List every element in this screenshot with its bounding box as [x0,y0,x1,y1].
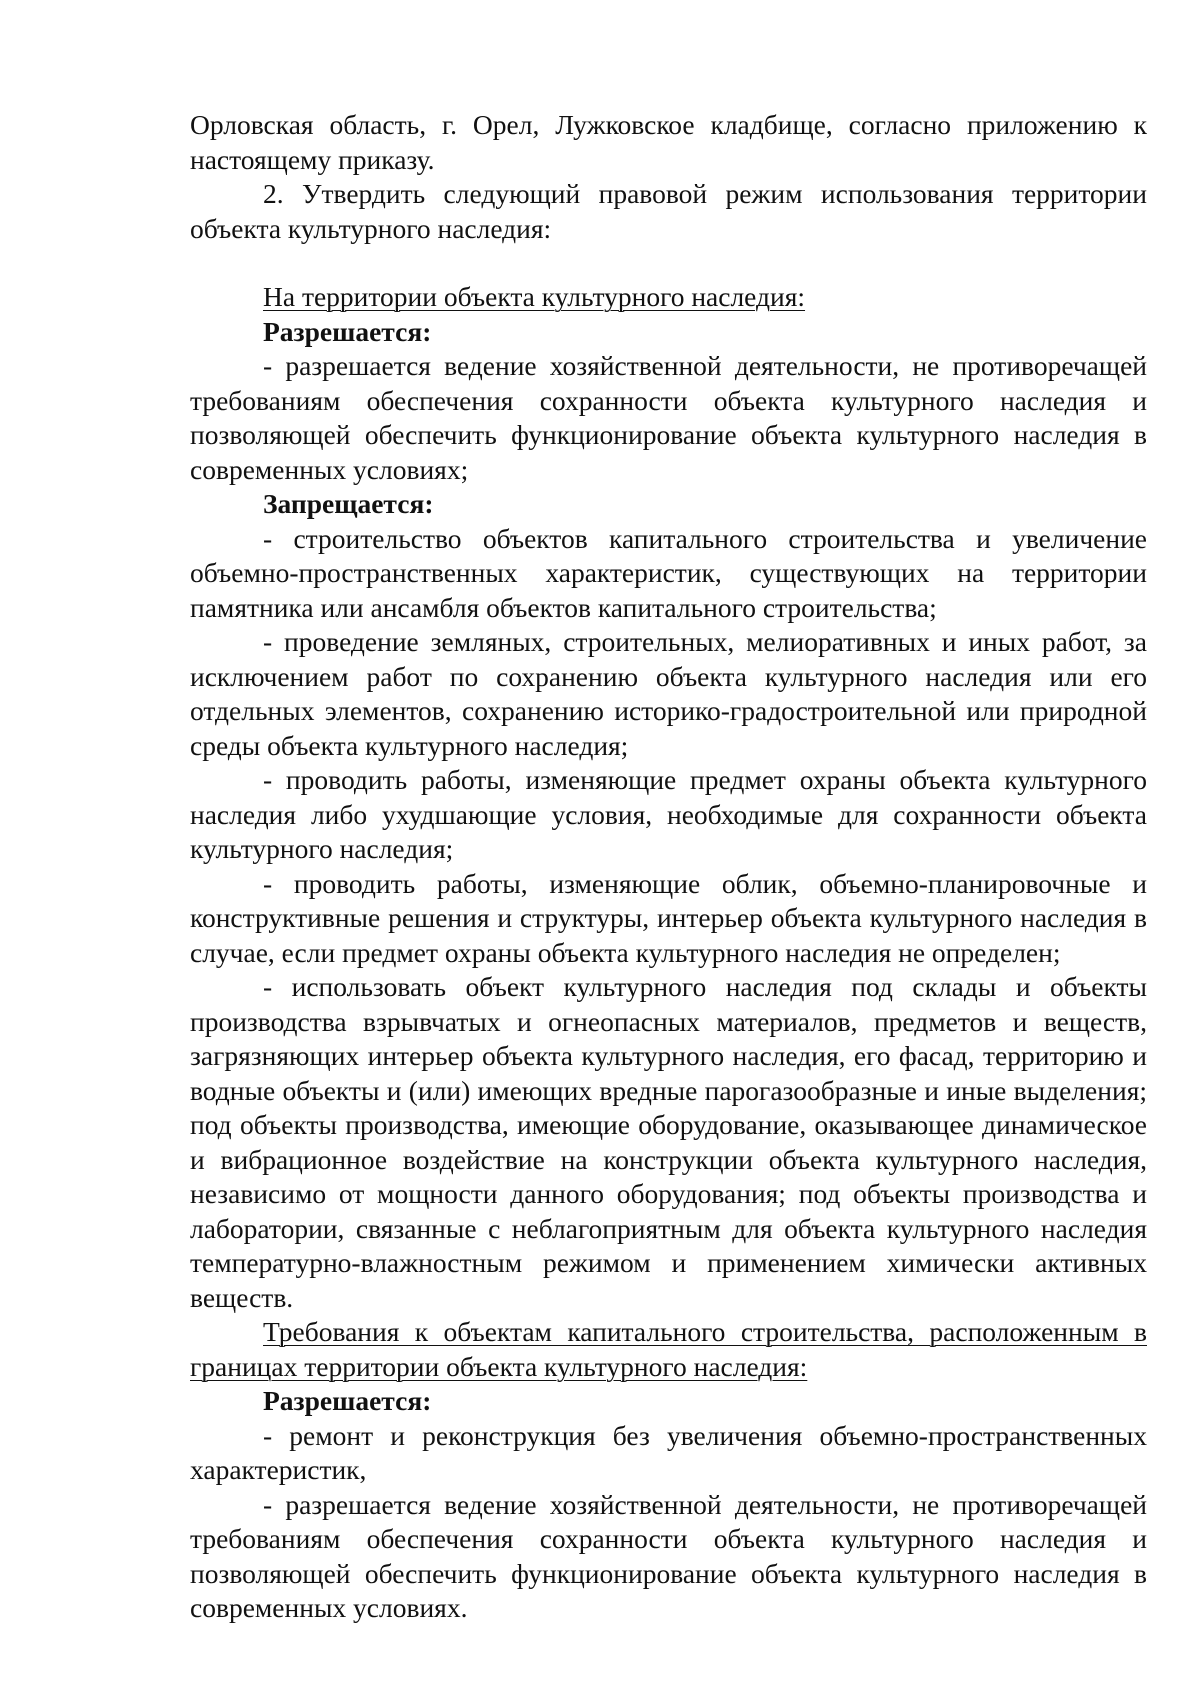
section-1-forbidden-label: Запрещается: [263,488,434,519]
section-2-heading-text: Требования к объектам капитального строительства, расположенным в границах территории объекта культурного наследия: [190,1316,1147,1382]
section-1-allowed-label: Разрешается: [263,315,432,347]
section-1-forbidden-item: - проводить работы, изменяющие облик, объемно-планировочные и конструктивные решения и структуры, интерьер объекта культурного наследия в случае, если предмет охраны объекта культурного наследия не определен; [190,867,1147,968]
section-1-forbidden-item: - использовать объект культурного наследия под склады и объекты производства взрывчатых и огнеопасных материалов, предметов и веществ, загрязняющих интерьер объекта культурного наследия, его фасад, территорию и водные объекты и (или) имеющих вредные парогазообразные и иные выделения; под объекты производства, имеющие оборудование, оказывающее динамическое и вибрационное воздействие на конструкции объекта культурного наследия, независимо от мощности данного оборудования; под объекты производства и лаборатории, связанные с неблагоприятным для объекта культурного наследия температурно-влажностным режимом и применением химически активных веществ. [190,971,1147,1313]
intro-continuation-paragraph: Орловская область, г. Орел, Лужковское кладбище, согласно приложению к настоящему приказу. [190,109,1147,175]
item-2-paragraph: 2. Утвердить следующий правовой режим использования территории объекта культурного наследия: [190,178,1147,244]
section-1-allowed-item: - разрешается ведение хозяйственной деятельности, не противоречащей требованиям обеспечения сохранности объекта культурного наследия и позволяющей обеспечить функционирование объекта культурного наследия в современных условиях; [190,350,1147,485]
section-1-heading [190,280,1147,315]
section-1-heading-text: На территории объекта культурного наследия: [263,281,806,312]
section-1-forbidden-item: - проводить работы, изменяющие предмет охраны объекта культурного наследия либо ухудшающие условия, необходимые для сохранности объекта культурного наследия; [190,764,1147,864]
section-2-allowed-item: - ремонт и реконструкция без увеличения объемно-пространственных характеристик, [190,1419,1147,1485]
section-1-forbidden-item: - строительство объектов капитального строительства и увеличение объемно-пространственных характеристик, существующих на территории памятника или ансамбля объектов капитального строительства; [190,522,1147,623]
section-2-heading [190,1315,1147,1384]
document-page [190,108,1147,1626]
section-1-forbidden-item: - проведение земляных, строительных, мелиоративных и иных работ, за исключением работ по сохранению объекта культурного наследия или его отдельных элементов, сохранению историко-градостроительной или природной среды объекта культурного наследия; [190,626,1147,761]
section-2-allowed-label: Разрешается: [263,1385,432,1416]
section-2-allowed-item: - разрешается ведение хозяйственной деятельности, не противоречащей требованиям обеспечения сохранности объекта культурного наследия и позволяющей обеспечить функционирование объекта культурного наследия в современных условиях. [190,1488,1147,1623]
